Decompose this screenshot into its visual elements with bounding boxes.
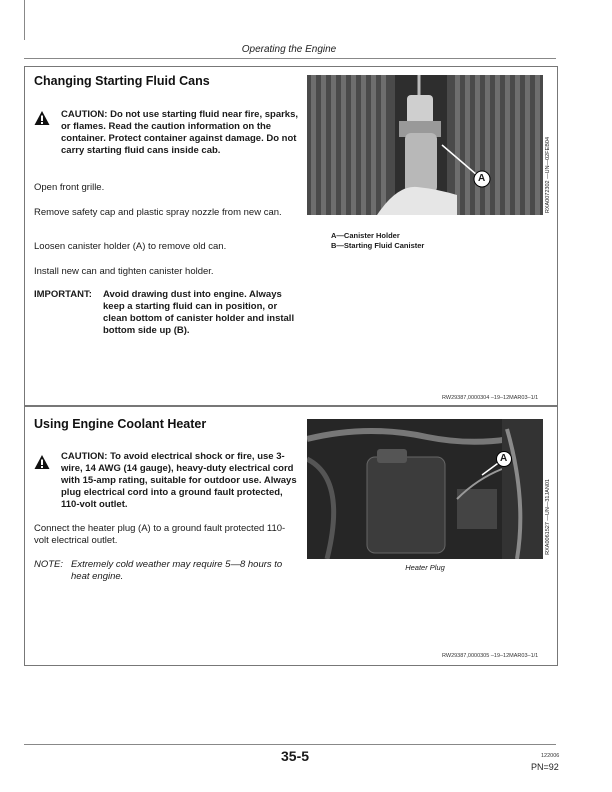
section-title: Using Engine Coolant Heater bbox=[34, 417, 207, 431]
callout-label: A bbox=[500, 453, 508, 464]
page-number: 35-5 bbox=[281, 748, 310, 764]
step-text: Loosen canister holder (A) to remove old can. bbox=[34, 241, 227, 252]
photo-caption: Heater Plug bbox=[405, 563, 445, 572]
photo-id: RXA0061527 —UN—31JAN01 bbox=[545, 479, 551, 555]
heater-plug-photo bbox=[307, 419, 543, 559]
callout-label: A bbox=[478, 173, 486, 184]
footer-rule bbox=[24, 744, 556, 745]
running-header: Operating the Engine bbox=[241, 44, 337, 55]
section-starting-fluid bbox=[24, 66, 558, 406]
step-text: Remove safety cap and plastic spray nozzle from new can. bbox=[34, 207, 282, 218]
legend-item: B—Starting Fluid Canister bbox=[331, 241, 425, 250]
warning-icon bbox=[34, 454, 50, 470]
step-text: Connect the heater plug (A) to a ground fault protected 110-volt electrical outlet. bbox=[34, 523, 286, 546]
caution-text: CAUTION: To avoid electrical shock or fire, use 3-wire, 14 AWG (14 gauge), heavy-duty electrical cord with 15-amp rating, suitable for outdoor use. Always plug electrical cord into a ground fault protected, 110-volt outlet. bbox=[61, 451, 297, 510]
note-label: NOTE: bbox=[34, 559, 64, 570]
engine-illustration bbox=[307, 419, 543, 559]
section-title: Changing Starting Fluid Cans bbox=[34, 74, 210, 88]
section-coolant-heater bbox=[24, 406, 558, 666]
pn-label: PN=92 bbox=[531, 762, 559, 772]
reference-code: RW29387,0000304 –19–12MAR03–1/1 bbox=[442, 395, 539, 401]
reference-code: RW29387,0000305 –19–12MAR03–1/1 bbox=[442, 653, 539, 659]
step-text: Open front grille. bbox=[34, 182, 105, 193]
canister-photo bbox=[307, 75, 543, 215]
caution-text: CAUTION: Do not use starting fluid near fire, sparks, or flames. Read the caution information on the container. Protect container against damage. Do not carry starting fluid cans inside cab. bbox=[61, 109, 299, 156]
step-text: Install new can and tighten canister holder. bbox=[34, 266, 214, 277]
important-text: Avoid drawing dust into engine. Always keep a starting fluid can in position, or clean bottom of canister holder and install bottom side up (B). bbox=[103, 289, 295, 336]
header-rule bbox=[24, 58, 556, 59]
top-margin-line bbox=[24, 0, 25, 40]
photo-id: RXA0072302 —UN—02FEB04 bbox=[545, 137, 551, 214]
doc-code: 122006 bbox=[541, 753, 560, 759]
warning-icon bbox=[34, 110, 50, 126]
legend-item: A—Canister Holder bbox=[331, 231, 400, 240]
note-text: Extremely cold weather may require 5—8 hours to heat engine. bbox=[71, 559, 283, 582]
canister-illustration bbox=[307, 75, 543, 215]
important-label: IMPORTANT: bbox=[34, 289, 92, 300]
